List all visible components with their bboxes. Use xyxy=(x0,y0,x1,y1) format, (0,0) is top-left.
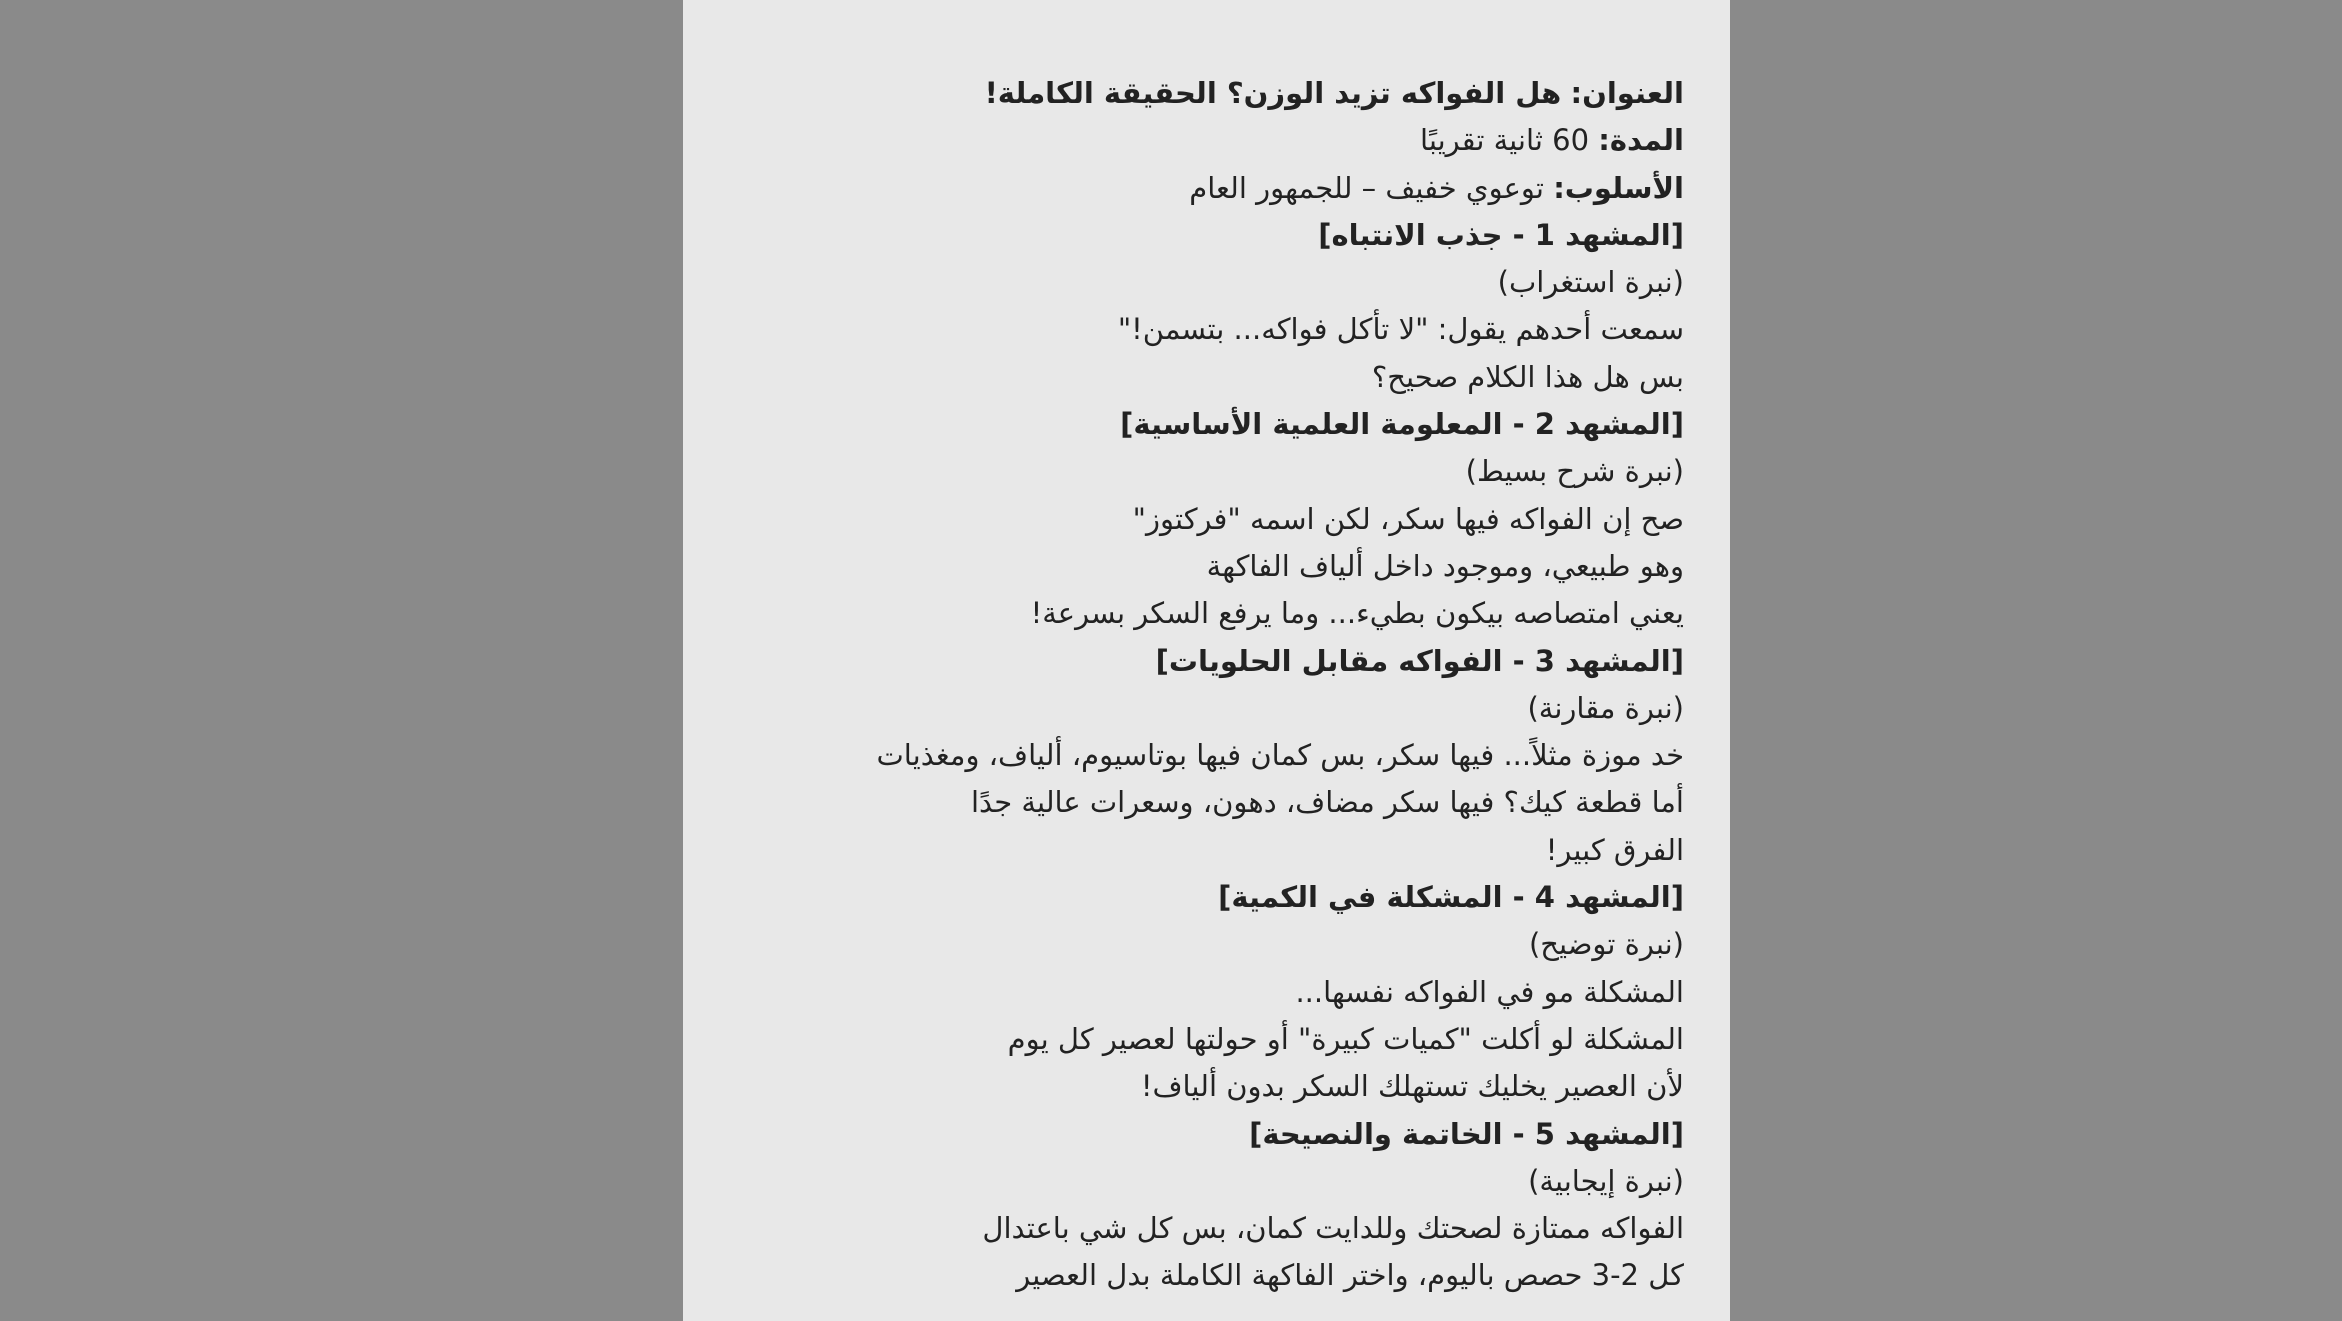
title-line xyxy=(876,70,1684,117)
document-page xyxy=(683,0,1730,1321)
scene-line: بس هل هذا الكلام صحيح؟ xyxy=(1371,359,1684,394)
scene-line: خد موزة مثلاً... فيها سكر، بس كمان فيها بوتاسيوم، ألياف، ومغذيات xyxy=(876,738,1684,773)
scene-line: كل 2-3 حصص باليوم، واختر الفاكهة الكاملة بدل العصير xyxy=(1016,1258,1684,1293)
scene-line: يعني امتصاصه بيكون بطيء... وما يرفع السكر بسرعة! xyxy=(1030,596,1684,631)
scene-tone: (نبرة شرح بسيط) xyxy=(1465,454,1684,489)
duration-label: المدة: xyxy=(1598,123,1684,158)
style-label: الأسلوب: xyxy=(1553,170,1684,205)
scene-line: المشكلة لو أكلت "كميات كبيرة" أو حولتها لعصير كل يوم xyxy=(1007,1021,1684,1056)
scene-tone: (نبرة توضيح) xyxy=(1528,927,1684,962)
scene-heading: [المشهد 1 - جذب الانتباه] xyxy=(1318,217,1684,252)
scene-tone: (نبرة إيجابية) xyxy=(1528,1163,1684,1198)
duration-line xyxy=(876,117,1684,164)
scene-line: الفرق كبير! xyxy=(1545,832,1684,867)
style-line xyxy=(876,165,1684,212)
scene-line: أما قطعة كيك؟ فيها سكر مضاف، دهون، وسعرات عالية جدًا xyxy=(970,785,1684,820)
scene-line: وهو طبيعي، وموجود داخل ألياف الفاكهة xyxy=(1206,548,1684,583)
script-text xyxy=(876,70,1684,1300)
scene-heading: [المشهد 4 - المشكلة في الكمية] xyxy=(1218,880,1684,915)
title-value: هل الفواكه تزيد الوزن؟ الحقيقة الكاملة! xyxy=(984,76,1562,110)
scene-line: صح إن الفواكه فيها سكر، لكن اسمه "فركتوز" xyxy=(1132,501,1684,536)
title-label: العنوان: xyxy=(1570,76,1684,110)
duration-value: 60 ثانية تقريبًا xyxy=(1420,123,1590,158)
scene-heading: [المشهد 3 - الفواكه مقابل الحلويات] xyxy=(1155,643,1684,678)
scene-line: لأن العصير يخليك تستهلك السكر بدون ألياف! xyxy=(1140,1069,1684,1104)
scene-line: المشكلة مو في الفواكه نفسها... xyxy=(1295,974,1684,1009)
scene-line: الفواكه ممتازة لصحتك وللدايت كمان، بس كل شي باعتدال xyxy=(982,1211,1684,1246)
scene-tone: (نبرة مقارنة) xyxy=(1527,690,1684,725)
scene-tone: (نبرة استغراب) xyxy=(1497,265,1684,300)
scene-line: سمعت أحدهم يقول: "لا تأكل فواكه... بتسمن!" xyxy=(1117,312,1684,347)
style-value: توعوي خفيف – للجمهور العام xyxy=(1189,170,1544,205)
scene-heading: [المشهد 2 - المعلومة العلمية الأساسية] xyxy=(1120,407,1684,442)
scene-heading: [المشهد 5 - الخاتمة والنصيحة] xyxy=(1249,1116,1684,1151)
